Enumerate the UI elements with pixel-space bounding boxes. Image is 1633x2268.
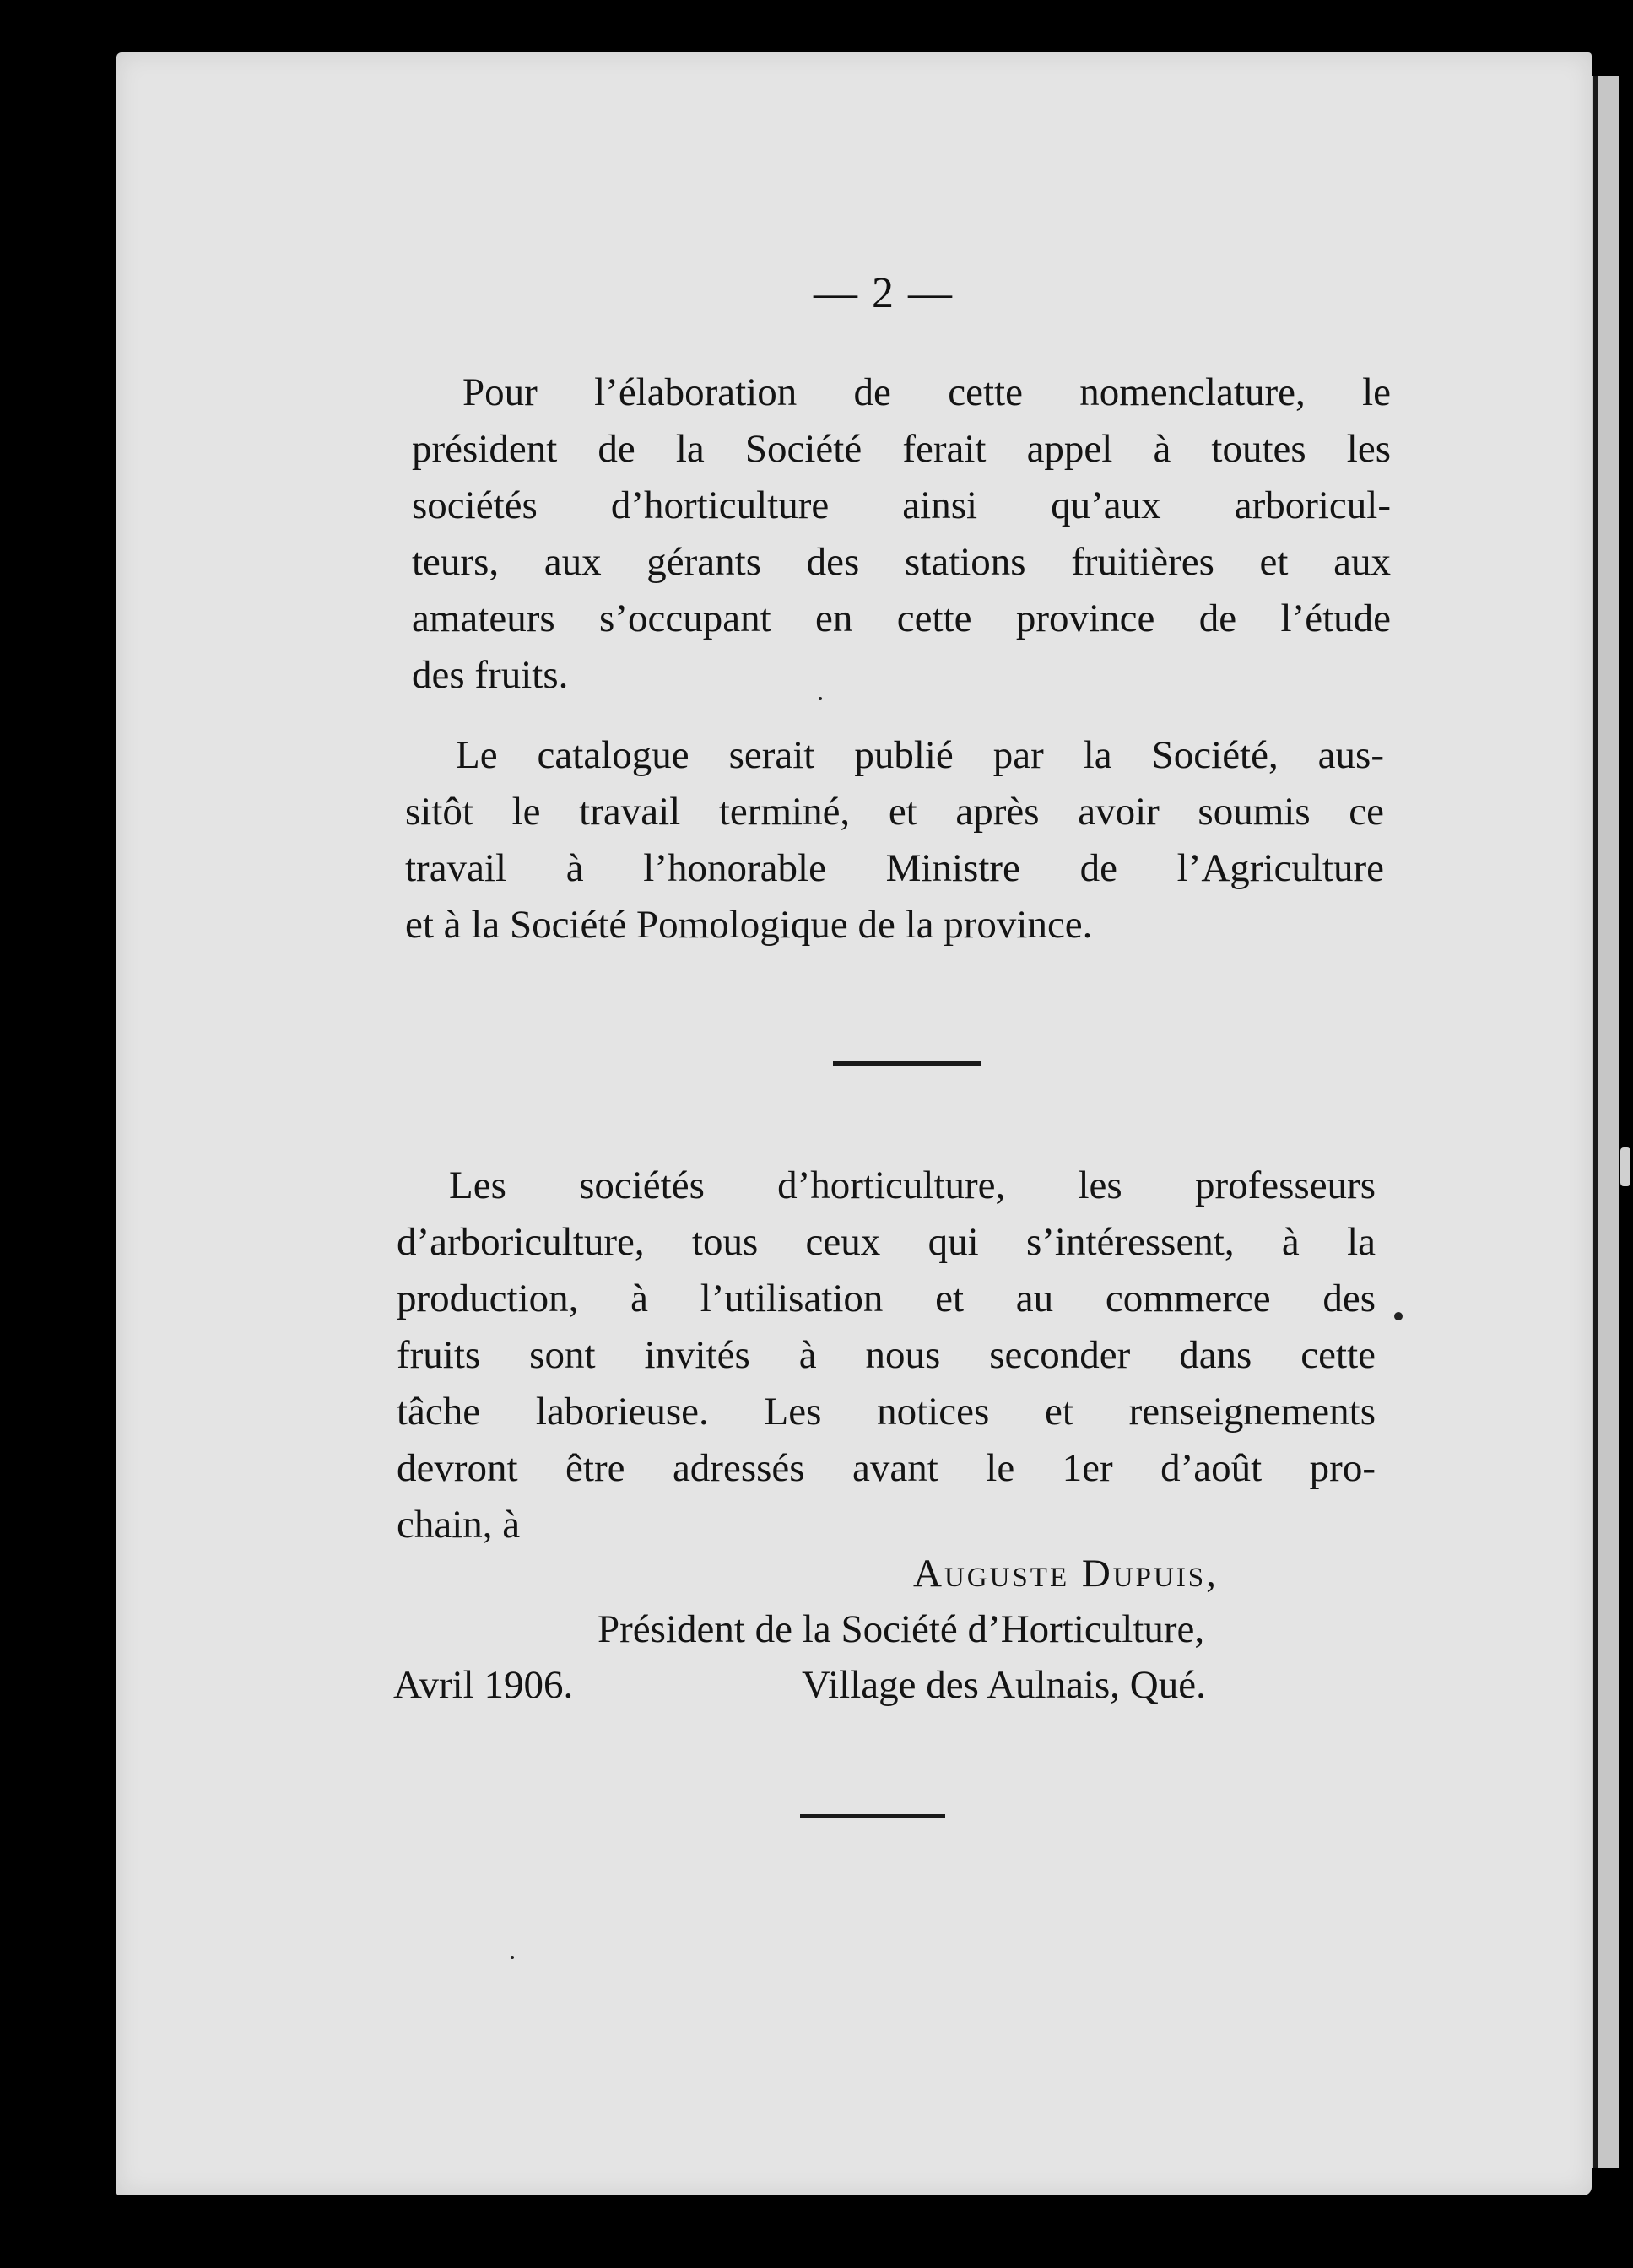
paragraph-line: d’arboriculture, tous ceux qui s’intéressent, à la (397, 1220, 1376, 1264)
paragraph-line: production, à l’utilisation et au commerce des (397, 1277, 1376, 1320)
separator-rule (833, 1061, 981, 1066)
signatory-title: Président de la Société d’Horticulture, (598, 1607, 1205, 1651)
signatory-name: Auguste Dupuis, (913, 1552, 1219, 1596)
paragraph-line: président de la Société ferait appel à toutes les (412, 427, 1391, 471)
scan-speck (819, 697, 822, 700)
paragraph-line: Le catalogue serait publié par la Société, aus- (456, 733, 1384, 777)
paragraph-line: sitôt le travail terminé, et après avoir soumis ce (405, 790, 1384, 834)
paragraph-line: amateurs s’occupant en cette province de l’étude (412, 597, 1391, 640)
paragraph-line: Les sociétés d’horticulture, les professeurs (449, 1164, 1376, 1207)
page-border-line (1593, 76, 1598, 2168)
scan-speck (511, 1956, 514, 1959)
paragraph-3 (397, 1158, 1376, 1553)
paragraph-line: sociétés d’horticulture ainsi qu’aux arboricul- (412, 483, 1391, 527)
edge-mark (1620, 1148, 1630, 1186)
paragraph-line: devront être adressés avant le 1er d’août pro- (397, 1446, 1376, 1490)
paragraph-line: teurs, aux gérants des stations fruitières et aux (412, 540, 1391, 584)
paragraph-1 (412, 364, 1391, 704)
paragraph-line: fruits sont invités à nous seconder dans cette (397, 1333, 1376, 1377)
paragraph-line: tâche laborieuse. Les notices et renseignements (397, 1390, 1376, 1434)
paragraph-line: chain, à (397, 1503, 521, 1547)
date-line: Avril 1906. (393, 1663, 574, 1707)
paragraph-line: Pour l’élaboration de cette nomenclature, le (462, 370, 1391, 414)
page-number: — 2 — (814, 269, 954, 317)
separator-rule (800, 1814, 945, 1818)
place-line: Village des Aulnais, Qué. (802, 1663, 1206, 1707)
paragraph-line: travail à l’honorable Ministre de l’Agriculture (405, 846, 1384, 890)
paragraph-line: des fruits. (412, 653, 569, 697)
paragraph-line: et à la Société Pomologique de la province. (405, 903, 1093, 947)
paragraph-2 (405, 727, 1384, 953)
scan-speck (1394, 1312, 1403, 1320)
